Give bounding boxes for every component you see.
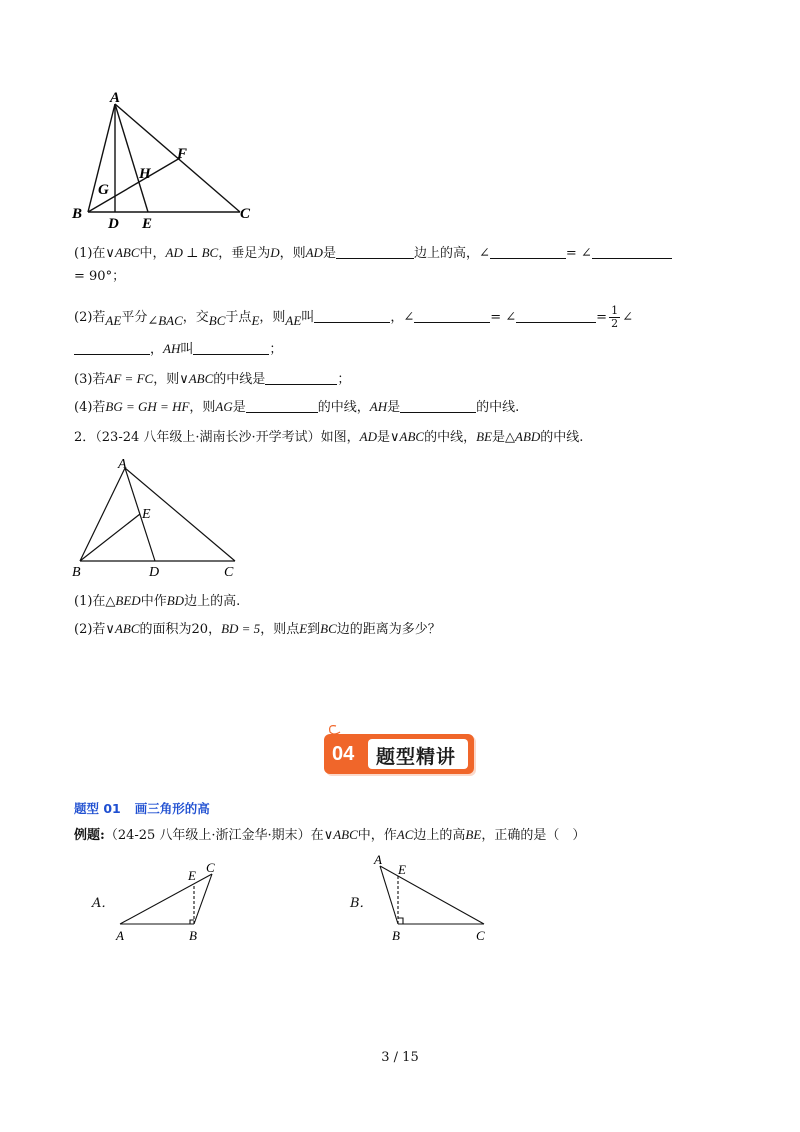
label-G: G bbox=[98, 182, 109, 198]
answer-blank[interactable] bbox=[516, 309, 596, 323]
answer-blank[interactable] bbox=[265, 371, 337, 385]
label-H: H bbox=[139, 166, 151, 182]
label-A: A bbox=[374, 852, 382, 867]
label-E: E bbox=[142, 507, 151, 522]
q1-part2-cont: ，AH叫 ； bbox=[74, 340, 282, 359]
label-B: B bbox=[72, 206, 83, 222]
option-b-figure[interactable] bbox=[368, 852, 498, 944]
label-A: A bbox=[118, 457, 127, 472]
page-number: 3 / 15 bbox=[381, 1050, 419, 1065]
label-B: B bbox=[189, 928, 197, 943]
label-D: D bbox=[149, 565, 160, 580]
label-E: E bbox=[188, 868, 196, 883]
label-C: C bbox=[206, 860, 215, 875]
example-stem: 例题:（24-25 八年级上·浙江金华·期末）在∨ABC中，作AC边上的高BE，正确的是（ ） bbox=[74, 827, 586, 843]
label-A: A bbox=[116, 928, 124, 943]
option-a-figure[interactable] bbox=[112, 856, 222, 946]
label-C: C bbox=[476, 928, 485, 943]
label-A: A bbox=[110, 90, 121, 106]
q2-part2: (2)若∨ABC的面积为20，BD = 5，则点E到BC边的距离为多少？ bbox=[74, 621, 441, 637]
q2-stem: 2．（23-24 八年级上·湖南长沙·开学考试）如图，AD是∨ABC的中线，BE是△ABD的中线. bbox=[74, 429, 584, 445]
label-C: C bbox=[224, 565, 234, 580]
label-B: B bbox=[72, 565, 81, 580]
label-B: B bbox=[392, 928, 400, 943]
type01-heading: 题型 01 画三角形的高 bbox=[74, 801, 210, 816]
q1-part2: (2)若AE平分∠BAC，交BC于点E，则AE叫 ，∠ = ∠ = $\frac{1}{2}$ ∠ bbox=[74, 304, 633, 330]
answer-blank[interactable] bbox=[490, 245, 566, 259]
figure-triangle-abc-2 bbox=[60, 452, 260, 582]
option-b-label[interactable]: B． bbox=[350, 896, 373, 911]
section-badge bbox=[322, 722, 482, 778]
q2-part1: (1)在△BED中作BD边上的高. bbox=[74, 593, 241, 609]
answer-blank[interactable] bbox=[246, 399, 318, 413]
answer-blank[interactable] bbox=[400, 399, 476, 413]
answer-blank[interactable] bbox=[336, 245, 414, 259]
label-C: C bbox=[240, 206, 251, 222]
label-E: E bbox=[142, 216, 153, 228]
section-number: 04 bbox=[332, 743, 355, 765]
q1-part1: (1)在∨ABC中，AD ⊥ BC，垂足为D，则AD是 边上的高，∠ = ∠ bbox=[74, 244, 672, 263]
section-title: 题型精讲 bbox=[376, 746, 457, 768]
answer-blank[interactable] bbox=[193, 341, 269, 355]
answer-blank[interactable] bbox=[414, 309, 490, 323]
option-a-label[interactable]: A． bbox=[92, 896, 115, 911]
q1-part3: (3)若AF = FC，则∨ABC的中线是 ； bbox=[74, 371, 351, 387]
q1-part4: (4)若BG = GH = HF，则AG是 的中线，AH是 的中线. bbox=[74, 399, 520, 415]
answer-blank[interactable] bbox=[74, 341, 150, 355]
label-F: F bbox=[177, 146, 188, 162]
q1-part1-cont: = 90°； bbox=[74, 269, 126, 284]
label-D: D bbox=[108, 216, 119, 228]
label-E: E bbox=[398, 862, 406, 877]
fraction-half: $\frac{1}{2}$ bbox=[611, 304, 619, 330]
figure-triangle-abc-1 bbox=[60, 88, 260, 228]
answer-blank[interactable] bbox=[314, 309, 390, 323]
answer-blank[interactable] bbox=[592, 245, 672, 259]
